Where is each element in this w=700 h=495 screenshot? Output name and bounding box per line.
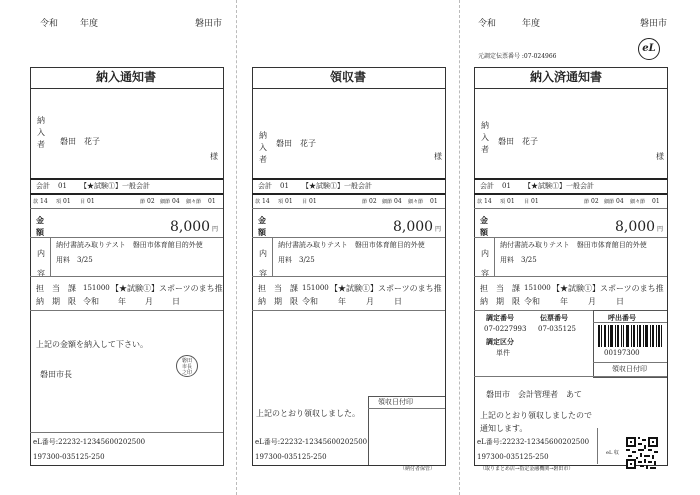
yobidashi-number: 00197300 [604, 349, 640, 357]
stub-number: 元調定伝票番号 :07-024966 [478, 53, 557, 60]
header-year: 年度 [80, 19, 99, 29]
dept-code: 151000 [83, 284, 110, 292]
el-logo [638, 38, 660, 60]
payer-name: 磐田 花子 [60, 137, 100, 146]
payer-name: 磐田 花子 [498, 137, 538, 146]
payer-label: 納 入 者 [37, 116, 45, 149]
content-line1: 納付書読み取りテスト 磐田市体育館目的外使 [56, 241, 203, 249]
fold-line [236, 0, 237, 495]
amount-value: 8,000 [170, 219, 211, 235]
amount-label: 金 額 [258, 215, 266, 237]
el-logo-text: eL [642, 43, 656, 54]
account-label: 会計 [36, 182, 50, 190]
chotei-no: 07-0227993 [484, 325, 527, 333]
bottom-code: 197300-035125-250 [33, 453, 105, 461]
mayor-name: 磐田市長 [40, 370, 72, 379]
account-name: 【★試験①】一般会計 [80, 182, 150, 190]
payer-honorific: 様 [434, 152, 442, 161]
chotei-no-label: 調定番号 [486, 313, 514, 322]
chotei-kubun: 単件 [496, 349, 510, 357]
content-label: 内 容 [259, 249, 267, 278]
received-stamp-label: 領収日付印 [612, 365, 647, 373]
header-era: 令和 [40, 19, 59, 29]
payer-keep-note: （納付者保管） [400, 466, 436, 472]
dept-label: 担 当 課 [36, 284, 76, 293]
header-city: 磐田市 [195, 19, 223, 29]
amount-label: 金 額 [480, 215, 488, 237]
deadline-label: 納 期 限 [36, 297, 76, 306]
chotei-kubun-label: 調定区分 [486, 337, 514, 346]
mayor-seal: 磐田 市長 之印 [176, 355, 198, 377]
content-label: 内 容 [481, 249, 489, 278]
receipt-text: 上記のとおり領収しました。 [256, 409, 360, 418]
header-era: 令和 [478, 19, 497, 29]
notice-panel [30, 67, 224, 466]
el-mark: eL 収 [606, 450, 619, 456]
dept-name: 【★試験①】スポーツのまち推 [111, 284, 223, 293]
header-year: 年度 [522, 19, 541, 29]
payer-honorific: 様 [656, 152, 664, 161]
amount-unit: 円 [212, 226, 219, 233]
notice-title: 納入通知書 [96, 70, 157, 84]
content-label: 内 容 [37, 249, 45, 278]
notice-text: 上記の金額を納入して下さい。 [36, 340, 148, 349]
receipt-date-box [368, 396, 445, 465]
amount-label: 金 額 [36, 215, 44, 237]
qr-code [626, 437, 658, 469]
payer-name: 磐田 花子 [276, 139, 316, 148]
content-line2: 用料 3/25 [56, 256, 93, 264]
barcode [598, 325, 662, 347]
footer-note: （取りまとめ店→指定金融機関→磐田市） [480, 466, 574, 472]
chotei-den: 07-035125 [538, 325, 576, 333]
kaikei-addressee: 磐田市 会計管理者 あて [486, 390, 582, 399]
paid-notice-panel [474, 67, 668, 466]
payer-label: 納 入 者 [481, 121, 489, 154]
payer-honorific: 様 [210, 152, 218, 161]
receipt-date-label: 領収日付印 [378, 398, 413, 406]
amount-value: 8,000 [615, 219, 656, 235]
fold-line [459, 0, 460, 495]
paid-text-1: 上記のとおり領収しましたので [480, 411, 592, 420]
el-number: eL番号:22232-12345600202500 [33, 438, 146, 446]
yobidashi-label: 呼出番号 [608, 313, 636, 322]
account-number: 01 [58, 182, 67, 190]
chotei-den-label: 伝票番号 [540, 313, 568, 322]
paid-notice-title: 納入済通知書 [530, 70, 603, 84]
receipt-title: 領収書 [330, 70, 367, 84]
payer-label: 納 入 者 [259, 131, 267, 164]
header-city: 磐田市 [640, 19, 668, 29]
amount-value: 8,000 [393, 219, 434, 235]
paid-text-2: 通知します。 [480, 424, 528, 433]
